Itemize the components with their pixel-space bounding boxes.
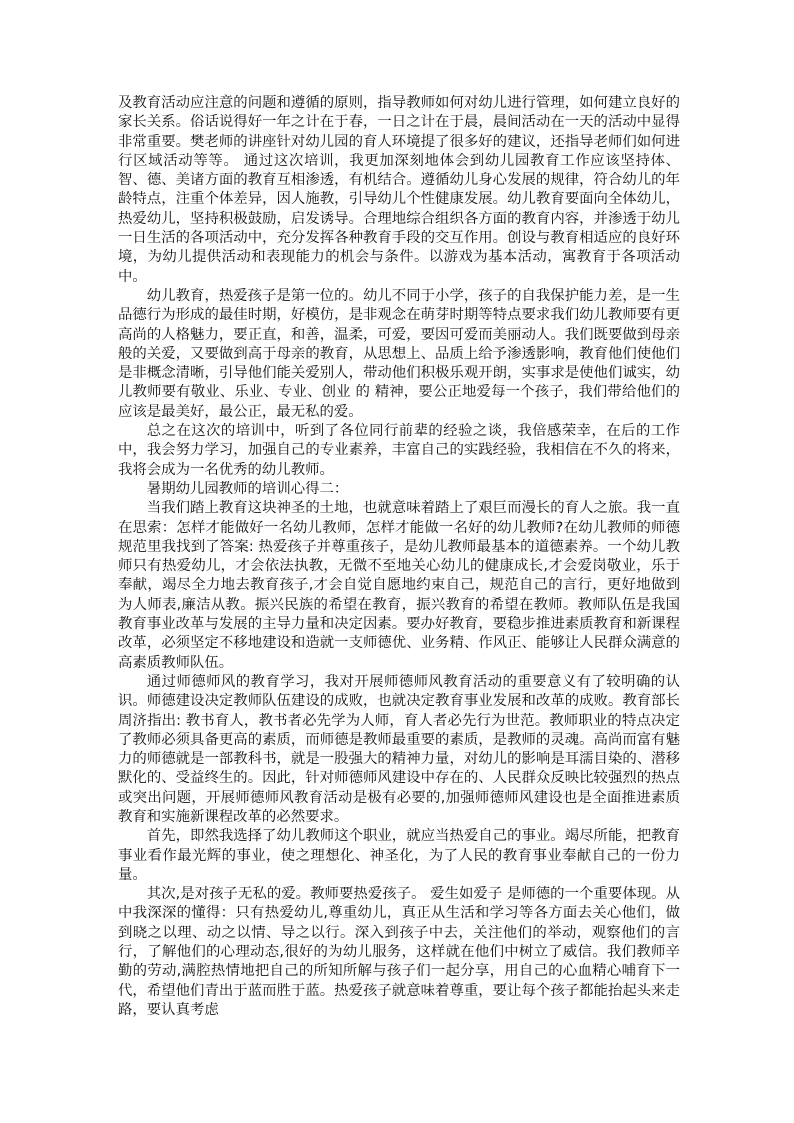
paragraph-3: 总之在这次的培训中，听到了各位同行前辈的经验之谈，我倍感荣幸，在后的工作中，我会努力学习，加强自己的专业素养，丰富自己的实践经验，我相信在不久的将来，我将会成为一名优秀的幼儿教师。 [118,423,680,478]
document-page [118,94,680,1020]
paragraph-5: 通过师德师风的教育学习，我对开展师德师风教育活动的重要意义有了较明确的认识。师德建设决定教师队伍建设的成败，也就决定教育事业发展和改革的成败。教育部长周济指出: 教书育人，教书者必先学为人师，育人者必先行为世范。教师职业的特点决定了教师必须具备更高的素质，而师德是教师最重要的素质，是教师的灵魂。高尚而富有魅力的师德就是一部教科书，就是一股强大的精神力量，对幼儿的影响是耳濡目染的、潜移默化的、受益终生的。因此，针对师德师风建设中存在的、人民群众反映比较强烈的热点或突出问题，开展师德师风教育活动是极有必要的,加强师德师风建设也是全面推进素质教育和实施新课程改革的必然要求。 [118,673,680,825]
paragraph-7: 其次,是对孩子无私的爱。教师要热爱孩子。 爱生如爱子 是师德的一个重要体现。从中我深深的懂得：只有热爱幼儿,尊重幼儿，真正从生活和学习等各方面去关心他们，做到晓之以理、动之以情、导之以行。深入到孩子中去，关注他们的举动，观察他们的言行，了解他们的心理动态,很好的为幼儿服务，这样就在他们中树立了威信。我们教师辛勤的劳动,满腔热情地把自己的所知所解与孩子们一起分享，用自己的心血精心哺育下一代，希望他们青出于蓝而胜于蓝。热爱孩子就意味着尊重，要让每个孩子都能抬起头来走路，要认真考虑 [118,886,680,1018]
paragraph-4: 当我们踏上教育这块神圣的土地，也就意味着踏上了艰巨而漫长的育人之旅。我一直在思索：怎样才能做好一名幼儿教师，怎样才能做一名好的幼儿教师?在幼儿教师的师德规范里我找到了答案: 热爱孩子并尊重孩子，是幼儿教师最基本的道德素养。一个幼儿教师只有热爱幼儿，才会依法执教，无微不至地关心幼儿的健康成长,才会爱岗敬业，乐于奉献，竭尽全力地去教育孩子,才会自觉自愿地约束自己，规范自己的言行，更好地做到为人师表,廉洁从教。振兴民族的希望在教育，振兴教育的希望在教师。教师队伍是我国教育事业改革与发展的主导力量和决定因素。要办好教育，要稳步推进素质教育和新课程改革，必须坚定不移地建设和造就一支师德优、业务精、作风正、能够让人民群众满意的高素质教师队伍。 [118,500,680,671]
paragraph-1: 及教育活动应注意的问题和遵循的原则，指导教师如何对幼儿进行管理，如何建立良好的家长关系。俗话说得好一年之计在于春，一日之计在于晨，晨间活动在一天的活动中显得非常重要。樊老师的讲座针对幼儿园的育人环境提了很多好的建议，还指导老师们如何进行区域活动等等。 通过这次培训，我更加深刻地体会到幼儿园教育工作应该坚持体、智、德、美诸方面的教育互相渗透，有机结合。遵循幼儿身心发展的规律，符合幼儿的年龄特点，注重个体差异，因人施教，引导幼儿个性健康发展。幼儿教育要面向全体幼儿，热爱幼儿，坚持积极鼓励，启发诱导。合理地综合组织各方面的教育内容，并渗透于幼儿一日生活的各项活动中，充分发挥各种教育手段的交互作用。创设与教育相适应的良好环境，为幼儿提供活动和表现能力的机会与条件。以游戏为基本活动，寓教育于各项活动中。 [118,95,680,285]
paragraph-6: 首先，即然我选择了幼儿教师这个职业，就应当热爱自己的事业。竭尽所能，把教育事业看作最光辉的事业，使之理想化、神圣化，为了人民的教育事业奉献自己的一份力量。 [118,828,680,883]
paragraph-2: 幼儿教育，热爱孩子是第一位的。幼儿不同于小学，孩子的自我保护能力差，是一生品德行为形成的最佳时期，好模仿，是非观念在萌芽时期等特点要求我们幼儿教师要有更高尚的人格魅力，要正直，和善，温柔，可爱，要因可爱而美丽动人。我们既要做到母亲般的关爱，又要做到高于母亲的教育，从思想上、品质上给予渗透影响，教育他们使他们是非概念清晰，引导他们能关爱别人，带动他们积极乐观开朗，实事求是使他们诚实，幼儿教师要有敬业、乐业、专业、创业 的 精神，要公正地爱每一个孩子，我们带给他们的应该是最美好，最公正，最无私的爱。 [118,287,680,420]
section-heading: 暑期幼儿园教师的培训心得二： [146,480,349,497]
